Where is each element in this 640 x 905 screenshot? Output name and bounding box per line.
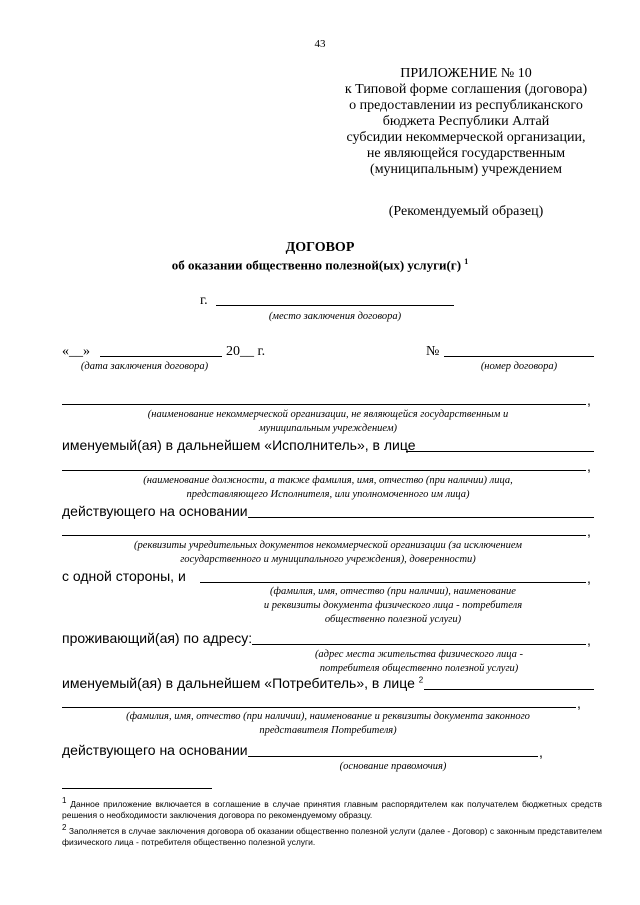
footnote-mark: 1 [62,796,67,805]
footnote-ref-1: 1 [464,257,469,266]
appendix-line: бюджета Республики Алтай [382,114,550,129]
consumer-rep-caption [62,710,594,738]
basis-caption [62,539,594,567]
footnote-1 [62,795,602,821]
consumer-caption-line: и реквизиты документа физического лица - потребителя [263,600,523,611]
consumer-caption-line: (фамилия, имя, отчество (при наличии), наименование [270,586,516,597]
basis-caption-line: государственного и муниципального учреждения), доверенности) [180,554,476,565]
comma: , [587,392,591,408]
page-number: 43 [314,38,326,50]
basis-label: действующего на основании [62,503,248,519]
org-name-field[interactable] [62,404,586,405]
footnote-mark: 2 [62,823,67,832]
executor-caption [62,474,594,502]
org-caption [62,408,594,436]
basis2-field[interactable] [248,756,538,757]
appendix-line: к Типовой форме соглашения (договора) [344,82,588,97]
address-caption-line: потребителя общественно полезной услуги) [319,663,519,674]
executor-rep-field-2[interactable] [62,470,586,471]
appendix-header [316,66,616,178]
basis-field-2[interactable] [62,535,586,536]
comma: , [587,458,591,474]
footnote-text: Заполняется в случае заключения договора об оказании общественно полезной услуги (далее - Договор) с законным представителем физического лица - потребителя общественно полезной услуги. [62,825,602,847]
consumer-rep-field-2[interactable] [62,707,576,708]
city-prefix: г. [200,293,208,308]
address-label: проживающий(ая) по адресу: [62,630,253,646]
consumer-caption [200,585,586,627]
appendix-line: о предоставлении из республиканского [349,98,583,113]
consumer-name-field[interactable] [200,582,586,583]
appendix-line: (муниципальным) учреждением [370,162,562,177]
executor-label: именуемый(ая) в дальнейшем «Исполнитель», в лице [62,437,416,453]
number-caption: (номер договора) [480,361,558,372]
number-label: № [426,344,440,359]
footnote-ref-2: 2 [418,675,424,685]
comma: , [587,523,591,539]
city-field[interactable] [216,305,454,306]
date-month-field[interactable] [100,356,222,357]
consumer-caption-line: общественно полезной услуги) [324,614,462,625]
date-caption: (дата заключения договора) [80,361,209,372]
basis2-label: действующего на основании [62,742,248,758]
address-field[interactable] [252,644,586,645]
footnote-separator [62,788,212,789]
executor-caption-line: представляющего Исполнителя, или уполномоченного им лица) [186,489,470,500]
consumer-rep-caption-line: представителя Потребителя) [259,725,397,736]
basis2-caption: (основание правомочия) [339,761,447,772]
executor-caption-line: (наименование должности, а также фамилия, имя, отчество (при наличии) лица, [143,475,513,486]
basis-field[interactable] [248,517,594,518]
consumer-label [62,675,423,691]
consumer-rep-caption-line: (фамилия, имя, отчество (при наличии), наименование и реквизиты документа законного [126,711,530,722]
executor-rep-field[interactable] [406,451,594,452]
number-field[interactable] [444,356,594,357]
document-title: ДОГОВОР [285,240,355,255]
comma: , [577,695,581,711]
address-caption [252,648,586,676]
other-side-label: с одной стороны, и [62,568,186,584]
org-caption-line: муниципальным учреждением) [258,423,398,434]
subtitle-text: об оказании общественно полезной(ых) услуги(г) [171,257,462,273]
comma: , [587,570,591,586]
city-caption: (место заключения договора) [268,311,402,322]
basis-caption-line: (реквизиты учредительных документов некоммерческой организации (за исключением [134,540,522,551]
appendix-line: не являющейся государственным [366,146,566,161]
consumer-label-text: именуемый(ая) в дальнейшем «Потребитель», в лице [62,675,415,691]
comma: , [539,744,543,760]
date-day-quote: «__» [62,344,90,359]
date-year-label: 20__ г. [226,344,266,359]
comma: , [587,632,591,648]
appendix-line: субсидии некоммерческой организации, [346,130,586,145]
org-caption-line: (наименование некоммерческой организации, не являющейся государственным и [147,409,509,420]
recommended-sample-label: (Рекомендуемый образец) [388,204,544,219]
consumer-rep-field[interactable] [424,689,594,690]
address-caption-line: (адрес места жительства физического лица - [314,649,524,660]
appendix-line: ПРИЛОЖЕНИЕ № 10 [400,66,532,81]
footnote-2 [62,822,602,848]
footnote-text: Данное приложение включается в соглашение в случае принятия главным распорядителем как получателем бюджетных средств решения о необходимости заключения договора по рекомендуемому образцу. [62,798,602,820]
document-subtitle [0,257,640,273]
